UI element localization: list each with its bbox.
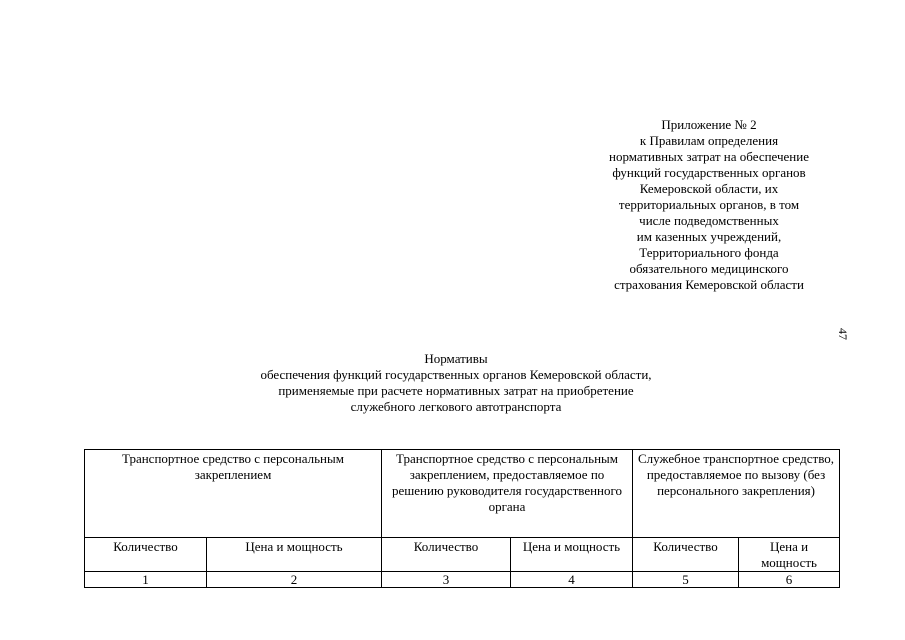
- subheader-cell: Количество: [85, 538, 207, 572]
- column-number-cell: 3: [382, 572, 511, 588]
- group-header-cell: Служебное транспортное средство, предоставляемое по вызову (без персонального закрепления): [633, 450, 840, 538]
- title-line: Нормативы: [424, 351, 488, 366]
- page-number: 47: [836, 328, 850, 340]
- subheader-cell: Количество: [382, 538, 511, 572]
- appendix-line: страхования Кемеровской области: [614, 277, 804, 292]
- appendix-line: Приложение № 2: [661, 117, 757, 132]
- subheader-cell: Цена и мощность: [207, 538, 382, 572]
- table-subheader-row: [85, 538, 840, 572]
- column-number-cell: 6: [739, 572, 840, 588]
- appendix-line: к Правилам определения: [639, 133, 779, 148]
- appendix-line: Кемеровской области, их: [639, 181, 779, 196]
- column-number-cell: 5: [633, 572, 739, 588]
- group-header-cell: Транспортное средство с персональным закреплением: [85, 450, 382, 538]
- title-line: обеспечения функций государственных органов Кемеровской области,: [260, 367, 652, 382]
- appendix-line: Территориального фонда: [639, 245, 779, 260]
- document-title: [206, 351, 706, 415]
- column-number-cell: 1: [85, 572, 207, 588]
- appendix-header: [578, 117, 840, 293]
- column-number-cell: 2: [207, 572, 382, 588]
- appendix-line: нормативных затрат на обеспечение: [608, 149, 809, 164]
- appendix-line: территориальных органов, в том: [618, 197, 800, 212]
- norms-table: [84, 449, 840, 588]
- appendix-line: обязательного медицинского: [629, 261, 789, 276]
- title-line: применяемые при расчете нормативных затрат на приобретение: [278, 383, 634, 398]
- table-group-header-row: [85, 450, 840, 538]
- table-number-row: [85, 572, 840, 588]
- appendix-line: им казенных учреждений,: [636, 229, 782, 244]
- subheader-cell: Количество: [633, 538, 739, 572]
- appendix-line: функций государственных органов: [612, 165, 806, 180]
- subheader-cell: Цена и мощность: [511, 538, 633, 572]
- group-header-cell: Транспортное средство с персональным закреплением, предоставляемое по решению руководителя государственного органа: [382, 450, 633, 538]
- column-number-cell: 4: [511, 572, 633, 588]
- subheader-cell: Цена и мощность: [739, 538, 840, 572]
- title-line: служебного легкового автотранспорта: [350, 399, 562, 414]
- appendix-line: числе подведомственных: [639, 213, 779, 228]
